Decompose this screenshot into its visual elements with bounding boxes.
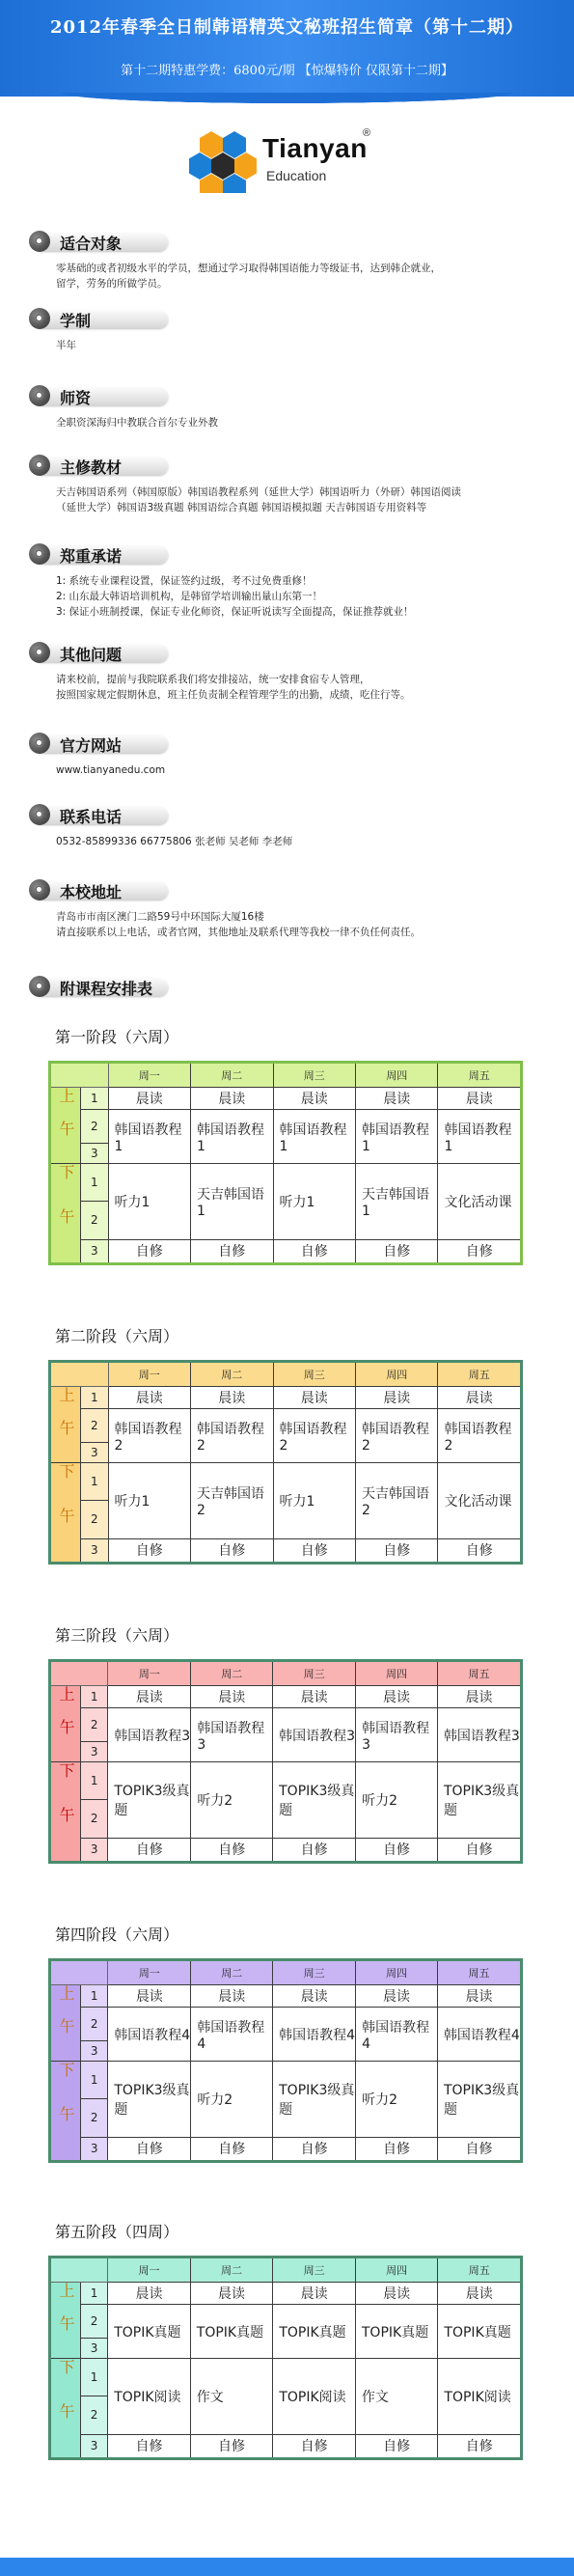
day-header: 周四 xyxy=(355,2257,438,2283)
schedule-cell: 自修 xyxy=(438,1538,522,1564)
bullet-icon xyxy=(29,385,50,406)
schedule-cell: 晨读 xyxy=(191,1387,273,1409)
schedule-table xyxy=(48,1360,523,1565)
section-target xyxy=(29,230,550,291)
schedule-cell: 自修 xyxy=(355,1538,437,1564)
pm-label-text: 下午 xyxy=(57,1164,75,1253)
schedule-cell: TOPIK阅读 xyxy=(438,2359,522,2435)
schedule-cell: 晨读 xyxy=(273,1985,356,2008)
schedule-cell: 韩国语教程3 xyxy=(273,1708,356,1762)
tianyan-logo xyxy=(189,127,382,195)
section-text: 1: 系统专业课程设置，保证签约过级，考不过免费重修！ xyxy=(56,575,313,587)
schedule-cell: 自修 xyxy=(356,2137,438,2162)
schedule-cell: 晨读 xyxy=(191,1686,273,1708)
schedule-cell: 天吉韩国语2 xyxy=(355,1463,437,1539)
schedule-cell: TOPIK3级真题 xyxy=(273,2062,356,2138)
section-label: 学制 xyxy=(60,312,92,330)
schedule-cell: 自修 xyxy=(273,2137,356,2162)
schedule-cell: 听力2 xyxy=(356,1762,438,1839)
schedule-cell: 晨读 xyxy=(356,1985,438,2008)
day-header: 周四 xyxy=(356,1661,438,1686)
period-number: 2 xyxy=(81,1110,109,1144)
bullet-icon xyxy=(29,231,50,252)
day-header: 周二 xyxy=(191,1063,273,1088)
schedule-cell: 晨读 xyxy=(273,2283,356,2305)
section-teachers xyxy=(29,384,550,430)
day-header: 周四 xyxy=(355,1362,437,1387)
period-number: 3 xyxy=(81,2339,108,2359)
section-text: （延世大学）韩国语3级真题 韩国语综合真题 韩国语模拟题 天吉韩国语专用资料等 xyxy=(56,502,427,513)
period-number: 2 xyxy=(81,2305,108,2339)
schedule-table xyxy=(48,1958,523,2163)
schedule-cell: TOPIK3级真题 xyxy=(437,1762,521,1839)
header-wave xyxy=(0,93,574,106)
schedule-cell: 听力1 xyxy=(108,1463,190,1539)
am-label-text: 上午 xyxy=(57,1387,75,1453)
day-header: 周四 xyxy=(356,1960,438,1985)
schedule-cell: 听力1 xyxy=(273,1463,355,1539)
schedule-cell: 听力2 xyxy=(191,2062,273,2138)
am-label xyxy=(50,1387,81,1463)
section-text: 天吉韩国语系列（韩国原版）韩国语教程系列（延世大学）韩国语听力（外研）韩国语阅读 xyxy=(56,486,461,498)
schedule-cell: 晨读 xyxy=(108,1387,190,1409)
schedule-cell: 韩国语教程1 xyxy=(191,1110,273,1164)
period-number: 3 xyxy=(81,1144,109,1164)
schedule-cell: 韩国语教程2 xyxy=(273,1409,355,1463)
section-text: 留学，劳务的所做学员。 xyxy=(56,278,168,290)
page-footer-bar xyxy=(0,2558,574,2576)
schedule-cell: 晨读 xyxy=(356,1686,438,1708)
schedule-cell: 自修 xyxy=(108,1538,190,1564)
am-label xyxy=(50,1985,81,2062)
corner-cell xyxy=(50,1661,108,1686)
phone-text: 0532-85899336 66775806 张老师 吴老师 李老师 xyxy=(56,836,293,847)
schedule-cell: 晨读 xyxy=(108,1686,191,1708)
schedule-cell: 晨读 xyxy=(108,1088,190,1110)
section-label: 郑重承诺 xyxy=(60,547,123,566)
schedule-cell: 天吉韩国语1 xyxy=(355,1164,437,1240)
page-header xyxy=(0,0,574,97)
period-number: 2 xyxy=(81,2396,108,2434)
am-label-text: 上午 xyxy=(57,1686,75,1752)
pm-label-text: 下午 xyxy=(57,2359,75,2448)
phase-title: 第一阶段（六周） xyxy=(55,1028,179,1046)
section-text: 全职资深海归中教联合首尔专业外教 xyxy=(56,417,218,429)
schedule-cell: 韩国语教程3 xyxy=(437,1708,521,1762)
period-number: 3 xyxy=(81,1838,108,1863)
schedule-cell: 自修 xyxy=(356,1838,438,1863)
schedule-cell: 晨读 xyxy=(108,1985,191,2008)
schedule-cell: 晨读 xyxy=(108,2283,191,2305)
day-header: 周三 xyxy=(273,2257,356,2283)
bullet-icon xyxy=(29,455,50,476)
period-number: 1 xyxy=(81,1088,109,1110)
pm-label-text: 下午 xyxy=(57,1762,75,1851)
section-text: 零基础的或者初级水平的学员，想通过学习取得韩国语能力等级证书，达到韩企就业， xyxy=(56,263,441,274)
schedule-cell: 自修 xyxy=(273,1538,355,1564)
period-number: 3 xyxy=(81,2137,108,2162)
schedule-cell: 自修 xyxy=(355,1239,437,1264)
section-label: 官方网站 xyxy=(60,736,123,755)
bullet-icon xyxy=(29,308,50,329)
period-number: 1 xyxy=(81,1762,108,1800)
section-label: 附课程安排表 xyxy=(60,980,153,998)
schedule-cell: 晨读 xyxy=(355,2283,438,2305)
day-header: 周二 xyxy=(191,1661,273,1686)
section-other xyxy=(29,641,550,703)
corner-cell xyxy=(50,1960,108,1985)
schedule-cell: 韩国语教程2 xyxy=(438,1409,522,1463)
schedule-cell: 韩国语教程2 xyxy=(355,1409,437,1463)
schedule-cell: 晨读 xyxy=(273,1387,355,1409)
schedule-cell: 韩国语教程4 xyxy=(191,2008,273,2062)
schedule-cell: 晨读 xyxy=(190,2283,273,2305)
section-website xyxy=(29,732,550,778)
logo-brand-text: Tianyan xyxy=(262,133,368,163)
day-header: 周四 xyxy=(355,1063,437,1088)
am-label-text: 上午 xyxy=(57,1088,75,1153)
schedule-cell: 晨读 xyxy=(191,1088,273,1110)
section-address xyxy=(29,878,550,940)
bullet-icon xyxy=(29,642,50,663)
schedule-cell: TOPIK阅读 xyxy=(273,2359,356,2435)
registered-mark: ® xyxy=(363,127,371,139)
schedule-cell: 晨读 xyxy=(437,1686,521,1708)
pm-label-text: 下午 xyxy=(57,1463,75,1552)
section-phone xyxy=(29,803,550,849)
hexagon-logo-icon xyxy=(189,129,257,193)
period-number: 2 xyxy=(81,2008,108,2041)
schedule-cell: TOPIK阅读 xyxy=(108,2359,191,2435)
section-label: 师资 xyxy=(60,389,92,407)
schedule-cell: 韩国语教程1 xyxy=(438,1110,522,1164)
schedule-cell: 晨读 xyxy=(355,1088,437,1110)
schedule-cell: 自修 xyxy=(191,1538,273,1564)
phase-title: 第二阶段（六周） xyxy=(55,1327,179,1345)
section-schedule xyxy=(29,975,550,1000)
section-text: 请直接联系以上电话，或者官网，其他地址及联系代理等我校一律不负任何责任。 xyxy=(56,927,421,938)
schedule-table xyxy=(48,1061,523,1265)
section-label: 本校地址 xyxy=(60,883,123,901)
schedule-cell: 自修 xyxy=(273,1838,356,1863)
schedule-cell: 自修 xyxy=(191,1239,273,1264)
am-label-text: 上午 xyxy=(57,2283,75,2348)
schedule-cell: 自修 xyxy=(108,2137,191,2162)
bullet-icon xyxy=(29,976,50,997)
pm-label xyxy=(50,2359,81,2459)
day-header: 周五 xyxy=(437,1661,521,1686)
schedule-cell: 自修 xyxy=(190,2434,273,2459)
phase-title: 第三阶段（六周） xyxy=(55,1626,179,1645)
period-number: 1 xyxy=(81,1164,109,1202)
schedule-cell: 听力1 xyxy=(108,1164,190,1240)
schedule-cell: 文化活动课 xyxy=(438,1164,522,1240)
schedule-cell: TOPIK真题 xyxy=(190,2305,273,2359)
day-header: 周二 xyxy=(190,2257,273,2283)
schedule-cell: 自修 xyxy=(108,1239,190,1264)
period-number: 1 xyxy=(81,1686,108,1708)
bullet-icon xyxy=(29,879,50,900)
schedule-cell: 听力2 xyxy=(191,1762,273,1839)
schedule-table xyxy=(48,1659,523,1864)
logo-sub-text: Education xyxy=(266,168,327,183)
am-label-text: 上午 xyxy=(57,1985,75,2051)
page-title: 2012年春季全日制韩语精英文秘班招生简章（第十二期） xyxy=(49,17,525,38)
schedule-cell: 自修 xyxy=(355,2434,438,2459)
section-label: 其他问题 xyxy=(60,646,123,664)
schedule-cell: 韩国语教程4 xyxy=(356,2008,438,2062)
period-number: 3 xyxy=(81,1239,109,1264)
period-number: 1 xyxy=(81,2062,108,2099)
period-number: 3 xyxy=(81,1538,109,1564)
period-number: 2 xyxy=(81,2099,108,2137)
day-header: 周五 xyxy=(437,1960,521,1985)
schedule-cell: 作文 xyxy=(355,2359,438,2435)
schedule-cell: 自修 xyxy=(108,1838,191,1863)
schedule-cell: 韩国语教程1 xyxy=(108,1110,190,1164)
schedule-cell: 晨读 xyxy=(273,1686,356,1708)
schedule-cell: TOPIK真题 xyxy=(355,2305,438,2359)
schedule-cell: 韩国语教程2 xyxy=(191,1409,273,1463)
period-number: 1 xyxy=(81,2283,108,2305)
day-header: 周二 xyxy=(191,1362,273,1387)
day-header: 周三 xyxy=(273,1362,355,1387)
schedule-cell: 文化活动课 xyxy=(438,1463,522,1539)
schedule-cell: 自修 xyxy=(108,2434,191,2459)
schedule-cell: 晨读 xyxy=(438,2283,522,2305)
section-textbooks xyxy=(29,454,550,515)
day-header: 周三 xyxy=(273,1063,355,1088)
schedule-cell: 韩国语教程1 xyxy=(273,1110,355,1164)
schedule-cell: TOPIK真题 xyxy=(273,2305,356,2359)
day-header: 周一 xyxy=(108,2257,191,2283)
schedule-cell: 晨读 xyxy=(191,1985,273,2008)
day-header: 周五 xyxy=(438,1063,522,1088)
day-header: 周三 xyxy=(273,1661,356,1686)
am-label xyxy=(50,1686,81,1762)
period-number: 1 xyxy=(81,1985,108,2008)
section-label: 适合对象 xyxy=(60,235,123,253)
am-label xyxy=(50,1088,81,1164)
schedule-cell: 韩国语教程2 xyxy=(108,1409,190,1463)
schedule-cell: TOPIK真题 xyxy=(108,2305,191,2359)
schedule-cell: 韩国语教程3 xyxy=(191,1708,273,1762)
day-header: 周一 xyxy=(108,1063,190,1088)
period-number: 1 xyxy=(81,1387,109,1409)
period-number: 2 xyxy=(81,1800,108,1838)
period-number: 3 xyxy=(81,1742,108,1762)
schedule-cell: 自修 xyxy=(273,2434,356,2459)
day-header: 周二 xyxy=(191,1960,273,1985)
section-text: 请来校前，提前与我院联系我们将安排接站，统一安排食宿专人管理， xyxy=(56,674,370,685)
day-header: 周一 xyxy=(108,1960,191,1985)
schedule-cell: 韩国语教程4 xyxy=(273,2008,356,2062)
section-text: 3: 保证小班制授课，保证专业化师资，保证听说读写全面提高，保证推荐就业！ xyxy=(56,606,414,618)
day-header: 周三 xyxy=(273,1960,356,1985)
period-number: 3 xyxy=(81,2434,108,2459)
schedule-cell: 听力2 xyxy=(356,2062,438,2138)
schedule-cell: TOPIK3级真题 xyxy=(437,2062,521,2138)
schedule-cell: 作文 xyxy=(190,2359,273,2435)
schedule-cell: 天吉韩国语2 xyxy=(191,1463,273,1539)
schedule-cell: 自修 xyxy=(438,2434,522,2459)
schedule-cell: 自修 xyxy=(191,1838,273,1863)
am-label xyxy=(50,2283,81,2359)
bullet-icon xyxy=(29,543,50,565)
period-number: 2 xyxy=(81,1202,109,1239)
pm-label xyxy=(50,1762,81,1863)
section-promise xyxy=(29,542,550,620)
schedule-cell: 韩国语教程4 xyxy=(108,2008,191,2062)
phase-title: 第五阶段（四周） xyxy=(55,2223,179,2241)
schedule-cell: 晨读 xyxy=(355,1387,437,1409)
schedule-cell: 自修 xyxy=(437,2137,521,2162)
schedule-table xyxy=(48,2256,523,2460)
pm-label-text: 下午 xyxy=(57,2062,75,2150)
period-number: 2 xyxy=(81,1501,109,1538)
day-header: 周一 xyxy=(108,1661,191,1686)
schedule-cell: 晨读 xyxy=(438,1387,522,1409)
section-text: 青岛市市南区澳门二路59号中环国际大厦16楼 xyxy=(56,911,264,923)
schedule-cell: 自修 xyxy=(273,1239,355,1264)
period-number: 2 xyxy=(81,1409,109,1443)
section-label: 联系电话 xyxy=(60,808,123,826)
schedule-cell: 晨读 xyxy=(437,1985,521,2008)
section-duration xyxy=(29,307,550,353)
schedule-cell: TOPIK真题 xyxy=(438,2305,522,2359)
schedule-cell: 晨读 xyxy=(273,1088,355,1110)
schedule-cell: 自修 xyxy=(438,1239,522,1264)
period-number: 1 xyxy=(81,2359,108,2396)
schedule-cell: TOPIK3级真题 xyxy=(108,2062,191,2138)
pm-label xyxy=(50,2062,81,2162)
schedule-cell: 韩国语教程1 xyxy=(355,1110,437,1164)
period-number: 3 xyxy=(81,2041,108,2062)
bullet-icon xyxy=(29,804,50,825)
day-header: 周五 xyxy=(438,2257,522,2283)
price-subtitle: 第十二期特惠学费：6800元/期 【惊爆特价 仅限第十二期】 xyxy=(121,64,453,78)
period-number: 2 xyxy=(81,1708,108,1742)
schedule-cell: TOPIK3级真题 xyxy=(108,1762,191,1839)
schedule-cell: 自修 xyxy=(437,1838,521,1863)
period-number: 3 xyxy=(81,1443,109,1463)
schedule-cell: 韩国语教程3 xyxy=(108,1708,191,1762)
schedule-cell: TOPIK3级真题 xyxy=(273,1762,356,1839)
section-text: 半年 xyxy=(56,340,76,351)
bullet-icon xyxy=(29,733,50,754)
period-number: 1 xyxy=(81,1463,109,1501)
corner-cell xyxy=(50,1362,109,1387)
section-label: 主修教材 xyxy=(60,458,123,477)
section-text: 按照国家规定假期休息，班主任负责制全程管理学生的出勤，成绩，吃住行等。 xyxy=(56,689,411,701)
phase-title: 第四阶段（六周） xyxy=(55,1925,179,1944)
schedule-cell: 韩国语教程3 xyxy=(356,1708,438,1762)
website-link[interactable]: www.tianyanedu.com xyxy=(56,764,166,776)
schedule-cell: 韩国语教程4 xyxy=(437,2008,521,2062)
schedule-cell: 听力1 xyxy=(273,1164,355,1240)
corner-cell xyxy=(50,1063,109,1088)
schedule-cell: 晨读 xyxy=(438,1088,522,1110)
pm-label xyxy=(50,1164,81,1264)
pm-label xyxy=(50,1463,81,1564)
corner-cell xyxy=(50,2257,108,2283)
section-text: 2: 山东最大韩语培训机构，是韩留学培训输出量山东第一！ xyxy=(56,591,323,602)
day-header: 周五 xyxy=(438,1362,522,1387)
schedule-cell: 天吉韩国语1 xyxy=(191,1164,273,1240)
schedule-cell: 自修 xyxy=(191,2137,273,2162)
day-header: 周一 xyxy=(108,1362,190,1387)
